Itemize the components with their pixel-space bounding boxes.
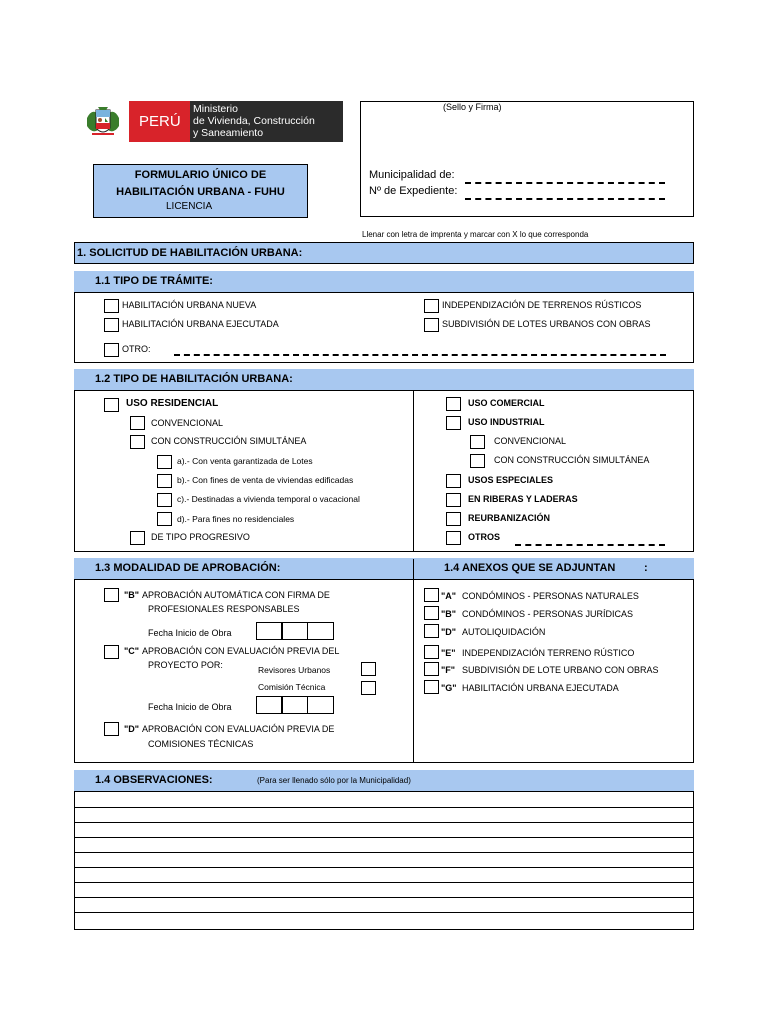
coat-of-arms-icon [84, 104, 122, 140]
label-usos-especiales: USOS ESPECIALES [468, 475, 554, 485]
label-modalidad-d-1: APROBACIÓN CON EVALUACIÓN PREVIA DE [142, 724, 335, 734]
ministry-line-2: de Vivienda, Construcción [193, 115, 315, 127]
checkbox-uso-residencial[interactable] [104, 398, 119, 412]
form-title-2: HABILITACIÓN URBANA - FUHU [116, 186, 285, 198]
label-reurbanizacion: REURBANIZACIÓN [468, 513, 550, 523]
label-res-d: d).- Para fines no residenciales [177, 514, 295, 524]
label-modalidad-c-2: PROYECTO POR: [148, 660, 223, 670]
label-anexo-f: SUBDIVISIÓN DE LOTE URBANO CON OBRAS [462, 665, 659, 675]
code-anexo-a: "A" [441, 591, 457, 601]
tramite-title: 1.1 TIPO DE TRÁMITE: [95, 275, 213, 287]
checkbox-ind-construccion[interactable] [470, 454, 485, 468]
code-anexo-e: "E" [441, 648, 456, 658]
label-independizacion: INDEPENDIZACIÓN DE TERRENOS RÚSTICOS [442, 300, 642, 310]
checkbox-anexo-f[interactable] [424, 662, 439, 676]
checkbox-uso-comercial[interactable] [446, 397, 461, 411]
checkbox-ind-convencional[interactable] [470, 435, 485, 449]
label-hu-nueva: HABILITACIÓN URBANA NUEVA [122, 300, 257, 310]
checkbox-comision[interactable] [361, 681, 376, 695]
checkbox-res-d[interactable] [157, 512, 172, 526]
checkbox-res-a[interactable] [157, 455, 172, 469]
label-anexo-g: HABILITACIÓN URBANA EJECUTADA [462, 683, 619, 693]
section-1-title: 1. SOLICITUD DE HABILITACIÓN URBANA: [77, 247, 303, 259]
form-title-1: FORMULARIO ÚNICO DE [134, 169, 267, 181]
fecha-c-month[interactable] [281, 696, 308, 714]
label-modalidad-b-1: APROBACIÓN AUTOMÁTICA CON FIRMA DE [142, 590, 330, 600]
stamp-box [360, 101, 694, 217]
file-number-field[interactable] [465, 198, 665, 200]
form-subtitle: LICENCIA [166, 201, 213, 212]
code-modalidad-b: "B" [124, 590, 140, 600]
observaciones-line-5[interactable] [75, 867, 693, 868]
label-res-convencional: CONVENCIONAL [151, 418, 224, 428]
label-ind-construccion: CON CONSTRUCCIÓN SIMULTÁNEA [494, 455, 650, 465]
checkbox-usos-especiales[interactable] [446, 474, 461, 488]
label-anexo-b: CONDÓMINOS - PERSONAS JURÍDICAS [462, 609, 634, 619]
checkbox-independizacion[interactable] [424, 299, 439, 313]
municipality-label: Municipalidad de: [369, 169, 455, 181]
label-res-b: b).- Con fines de venta de viviendas edificadas [177, 475, 354, 485]
label-revisores: Revisores Urbanos [258, 665, 331, 675]
checkbox-anexo-e[interactable] [424, 645, 439, 659]
stamp-label: (Sello y Firma) [443, 102, 502, 112]
observaciones-note: (Para ser llenado sólo por la Municipalidad) [257, 776, 411, 785]
code-anexo-b: "B" [441, 609, 457, 619]
fecha-b-year[interactable] [307, 622, 334, 640]
checkbox-anexo-a[interactable] [424, 588, 439, 602]
checkbox-otro[interactable] [104, 343, 119, 357]
anexos-title: 1.4 ANEXOS QUE SE ADJUNTAN [444, 562, 616, 574]
code-modalidad-c: "C" [124, 646, 140, 656]
label-anexo-a: CONDÓMINOS - PERSONAS NATURALES [462, 591, 639, 601]
observaciones-line-7[interactable] [75, 897, 693, 898]
label-res-a: a).- Con venta garantizada de Lotes [177, 456, 313, 466]
anexos-colon: : [644, 562, 648, 574]
ministry-line-1: Ministerio [193, 103, 238, 115]
label-res-construccion: CON CONSTRUCCIÓN SIMULTÁNEA [151, 436, 307, 446]
checkbox-anexo-d[interactable] [424, 624, 439, 638]
code-anexo-f: "F" [441, 665, 456, 675]
checkbox-modalidad-d[interactable] [104, 722, 119, 736]
observaciones-section [74, 770, 694, 930]
checkbox-anexo-b[interactable] [424, 606, 439, 620]
label-riberas: EN RIBERAS Y LADERAS [468, 494, 578, 504]
modalidad-section [74, 558, 694, 763]
observaciones-line-2[interactable] [75, 822, 693, 823]
label-tipo-progresivo: DE TIPO PROGRESIVO [151, 532, 250, 542]
label-otros: OTROS [468, 532, 501, 542]
otros-field[interactable] [515, 544, 665, 546]
checkbox-modalidad-b[interactable] [104, 588, 119, 602]
fecha-c-day[interactable] [256, 696, 283, 714]
checkbox-hu-nueva[interactable] [104, 299, 119, 313]
checkbox-riberas[interactable] [446, 493, 461, 507]
checkbox-anexo-g[interactable] [424, 680, 439, 694]
checkbox-hu-ejecutada[interactable] [104, 318, 119, 332]
checkbox-modalidad-c[interactable] [104, 645, 119, 659]
observaciones-line-1[interactable] [75, 807, 693, 808]
fecha-c-year[interactable] [307, 696, 334, 714]
observaciones-line-8[interactable] [75, 912, 693, 913]
label-comision: Comisión Técnica [258, 682, 326, 692]
checkbox-res-c[interactable] [157, 493, 172, 507]
checkbox-tipo-progresivo[interactable] [130, 531, 145, 545]
code-modalidad-d: "D" [124, 724, 140, 734]
checkbox-revisores[interactable] [361, 662, 376, 676]
logo-text: PERÚ [139, 113, 181, 130]
observaciones-line-3[interactable] [75, 837, 693, 838]
tipo-title: 1.2 TIPO DE HABILITACIÓN URBANA: [95, 373, 293, 385]
checkbox-res-convencional[interactable] [130, 416, 145, 430]
label-anexo-e: INDEPENDIZACIÓN TERRENO RÚSTICO [462, 648, 635, 658]
label-hu-ejecutada: HABILITACIÓN URBANA EJECUTADA [122, 319, 279, 329]
code-anexo-d: "D" [441, 627, 457, 637]
ministry-line-3: y Saneamiento [193, 127, 264, 139]
fecha-label-c: Fecha Inicio de Obra [148, 702, 232, 712]
checkbox-res-construccion[interactable] [130, 435, 145, 449]
checkbox-uso-industrial[interactable] [446, 416, 461, 430]
checkbox-reurbanizacion[interactable] [446, 512, 461, 526]
observaciones-title: 1.4 OBSERVACIONES: [95, 774, 213, 786]
label-uso-industrial: USO INDUSTRIAL [468, 417, 545, 427]
fecha-b-month[interactable] [281, 622, 308, 640]
file-number-label: Nº de Expediente: [369, 185, 458, 197]
label-uso-comercial: USO COMERCIAL [468, 398, 545, 408]
fecha-b-day[interactable] [256, 622, 283, 640]
code-anexo-g: "G" [441, 683, 457, 693]
label-modalidad-b-2: PROFESIONALES RESPONSABLES [148, 604, 300, 614]
label-modalidad-d-2: COMISIONES TÉCNICAS [148, 739, 254, 749]
label-modalidad-c-1: APROBACIÓN CON EVALUACIÓN PREVIA DEL [142, 646, 340, 656]
label-uso-residencial: USO RESIDENCIAL [126, 398, 219, 409]
checkbox-otros[interactable] [446, 531, 461, 545]
municipality-field[interactable] [465, 182, 665, 184]
label-anexo-d: AUTOLIQUIDACIÓN [462, 627, 546, 637]
checkbox-res-b[interactable] [157, 474, 172, 488]
fecha-label-b: Fecha Inicio de Obra [148, 628, 232, 638]
observaciones-line-6[interactable] [75, 882, 693, 883]
peru-logo [129, 101, 343, 142]
modalidad-title: 1.3 MODALIDAD DE APROBACIÓN: [95, 562, 281, 574]
observaciones-line-4[interactable] [75, 852, 693, 853]
label-ind-convencional: CONVENCIONAL [494, 436, 567, 446]
section-1-header [74, 242, 694, 264]
instructions: Llenar con letra de imprenta y marcar con X lo que corresponda [362, 230, 589, 239]
label-subdivision: SUBDIVISIÓN DE LOTES URBANOS CON OBRAS [442, 319, 651, 329]
label-res-c: c).- Destinadas a vivienda temporal o vacacional [177, 494, 360, 504]
otro-field[interactable] [174, 354, 666, 356]
form-title-box [93, 164, 308, 218]
label-otro: OTRO: [122, 344, 151, 354]
checkbox-subdivision[interactable] [424, 318, 439, 332]
tramite-section [74, 271, 694, 363]
tipo-section [74, 369, 694, 552]
